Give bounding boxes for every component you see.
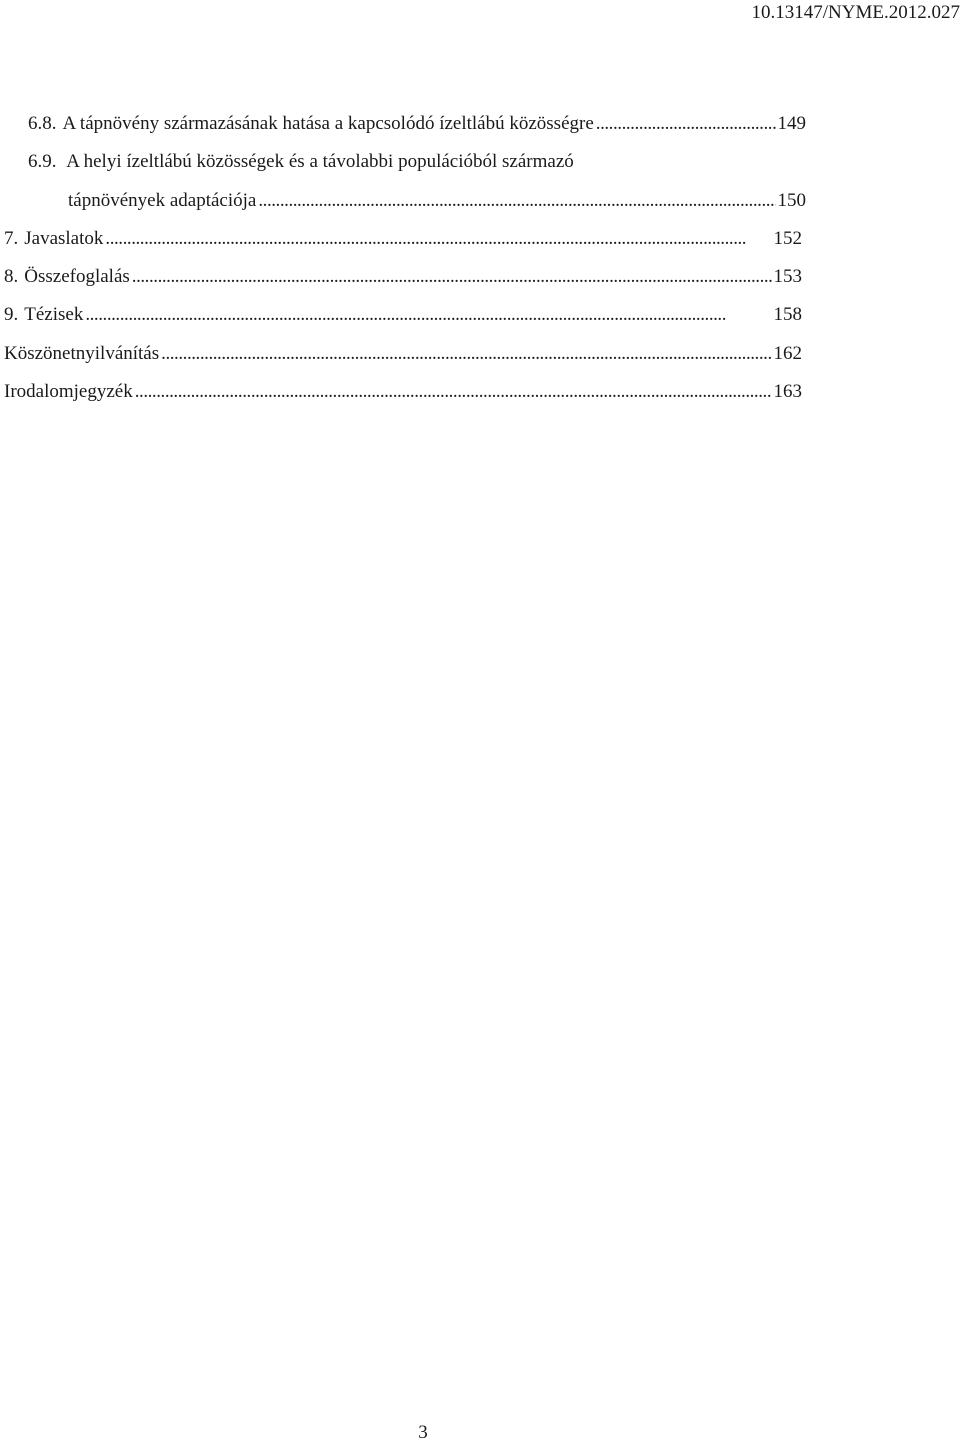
toc-entry-title: Javaslatok [24, 228, 104, 249]
toc-dot-leader [105, 226, 771, 252]
toc-entry-number: 9. [4, 304, 19, 325]
toc-entry-6-8[interactable] [28, 111, 806, 137]
toc-entry-title: Köszönetnyilvánítás [4, 343, 160, 364]
toc-entry-references[interactable] [4, 379, 802, 405]
toc-entry-6-9-line1[interactable] [28, 149, 574, 175]
toc-entry-number: 6.8. [28, 113, 57, 134]
toc-entry-page: 149 [777, 113, 806, 134]
toc-entry-number: 6.9. [28, 151, 57, 172]
toc-entry-page: 150 [777, 190, 806, 211]
toc-entry-title: Összefoglalás [24, 266, 130, 287]
toc-dot-leader [258, 188, 775, 214]
toc-entry-page: 152 [773, 228, 802, 249]
toc-entry-title: A helyi ízeltlábú közösségek és a távolabbi populációból származó [66, 151, 574, 172]
toc-dot-leader [135, 379, 772, 405]
toc-entry-page: 153 [773, 266, 802, 287]
toc-dot-leader [85, 302, 771, 328]
page-number: 3 [418, 1422, 428, 1443]
toc-dot-leader [596, 111, 776, 137]
toc-entry-page: 158 [773, 304, 802, 325]
toc-entry-title-continued: tápnövények adaptációja [68, 190, 257, 211]
toc-dot-leader [161, 341, 771, 367]
toc-entry-page: 162 [773, 343, 802, 364]
toc-entry-6-9-line2[interactable] [68, 188, 806, 214]
doi-header: 10.13147/NYME.2012.027 [751, 2, 960, 23]
toc-dot-leader [132, 264, 772, 290]
toc-entry-title: Tézisek [24, 304, 84, 325]
toc-entry-acknowledgements[interactable] [4, 341, 802, 367]
toc-entry-title: A tápnövény származásának hatása a kapcsolódó ízeltlábú közösségre [62, 113, 594, 134]
toc-entry-8[interactable] [4, 264, 802, 290]
toc-entry-number: 8. [4, 266, 19, 287]
toc-entry-9[interactable] [4, 302, 802, 328]
toc-entry-title: Irodalomjegyzék [4, 381, 133, 402]
toc-entry-page: 163 [773, 381, 802, 402]
toc-entry-number: 7. [4, 228, 19, 249]
toc-entry-7[interactable] [4, 226, 802, 252]
